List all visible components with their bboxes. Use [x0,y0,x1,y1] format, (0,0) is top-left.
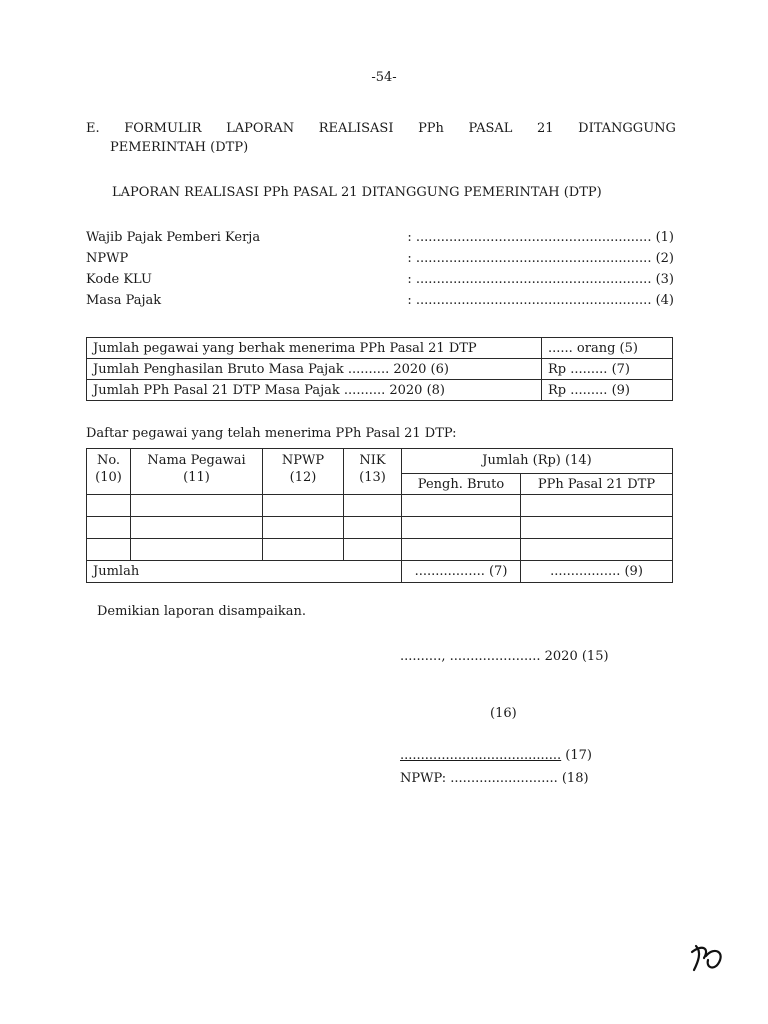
summary-value: Rp ......... (9) [542,380,673,401]
section-letter: E. [86,121,100,136]
info-field-label: Wajib Pajak Pemberi Kerja [86,230,261,245]
info-field-npwp [86,251,674,271]
header-nik: NIK (13) [344,449,402,495]
page-number: -54- [371,70,397,85]
employee-list-caption: Daftar pegawai yang telah menerima PPh Pasal 21 DTP: [86,426,457,441]
info-field-klu [86,272,674,292]
place-date: .........., ...................... 2020 (15) [400,649,609,664]
header-npwp: NPWP (12) [263,449,344,495]
summary-desc: Jumlah pegawai yang berhak menerima PPh Pasal 21 DTP [87,338,542,359]
info-field-label: Masa Pajak [86,293,162,308]
info-field-value: : ......................................................... (4) [407,293,674,308]
section-title-word: FORMULIR [124,121,202,136]
signer-name-code: (17) [561,748,592,763]
section-title-word: PASAL [468,121,513,136]
summary-row [87,359,673,380]
table-header-row [87,449,673,474]
summary-desc: Jumlah PPh Pasal 21 DTP Masa Pajak .......... 2020 (8) [87,380,542,401]
table-row [87,495,673,517]
summary-row [87,380,673,401]
total-pph21: ................. (9) [521,561,673,583]
section-heading [86,121,676,155]
signer-name [400,748,592,763]
employee-table [86,448,673,583]
info-field-employer [86,230,674,250]
section-title-line2: PEMERINTAH (DTP) [110,140,249,155]
closing-text: Demikian laporan disampaikan. [97,604,307,619]
summary-value: Rp ......... (7) [542,359,673,380]
section-title-word: PPh [418,121,444,136]
info-field-label: Kode KLU [86,272,152,287]
table-row [87,517,673,539]
section-title-line1 [86,121,676,136]
info-field-label: NPWP [86,251,129,266]
header-pph21-dtp: PPh Pasal 21 DTP [521,474,673,495]
section-title-word: REALISASI [318,121,394,136]
signer-npwp: NPWP: .......................... (18) [400,771,589,786]
header-no: No. (10) [87,449,131,495]
info-field-value: : ......................................................... (1) [407,230,674,245]
info-field-value: : ......................................................... (3) [407,272,674,287]
total-label: Jumlah [87,561,402,583]
section-title-word: LAPORAN [226,121,295,136]
section-title-word: DITANGGUNG [578,121,676,136]
header-amount: Jumlah (Rp) (14) [402,449,673,474]
total-gross-income: ................. (7) [402,561,521,583]
info-field-value: : ......................................................... (2) [407,251,674,266]
summary-row [87,338,673,359]
section-title-word: 21 [537,121,554,136]
table-row [87,539,673,561]
header-employee-name: Nama Pegawai (11) [131,449,263,495]
signature-placeholder: (16) [490,706,517,721]
summary-table [86,337,673,401]
summary-desc: Jumlah Penghasilan Bruto Masa Pajak .......... 2020 (6) [87,359,542,380]
header-gross-income: Pengh. Bruto [402,474,521,495]
summary-value: ...... orang (5) [542,338,673,359]
report-title: LAPORAN REALISASI PPh PASAL 21 DITANGGUNG PEMERINTAH (DTP) [112,185,602,200]
signer-name-line: ....................................... [400,748,562,763]
handwritten-initial-mark [688,938,728,978]
info-field-tax-period [86,293,674,313]
table-total-row [87,561,673,583]
